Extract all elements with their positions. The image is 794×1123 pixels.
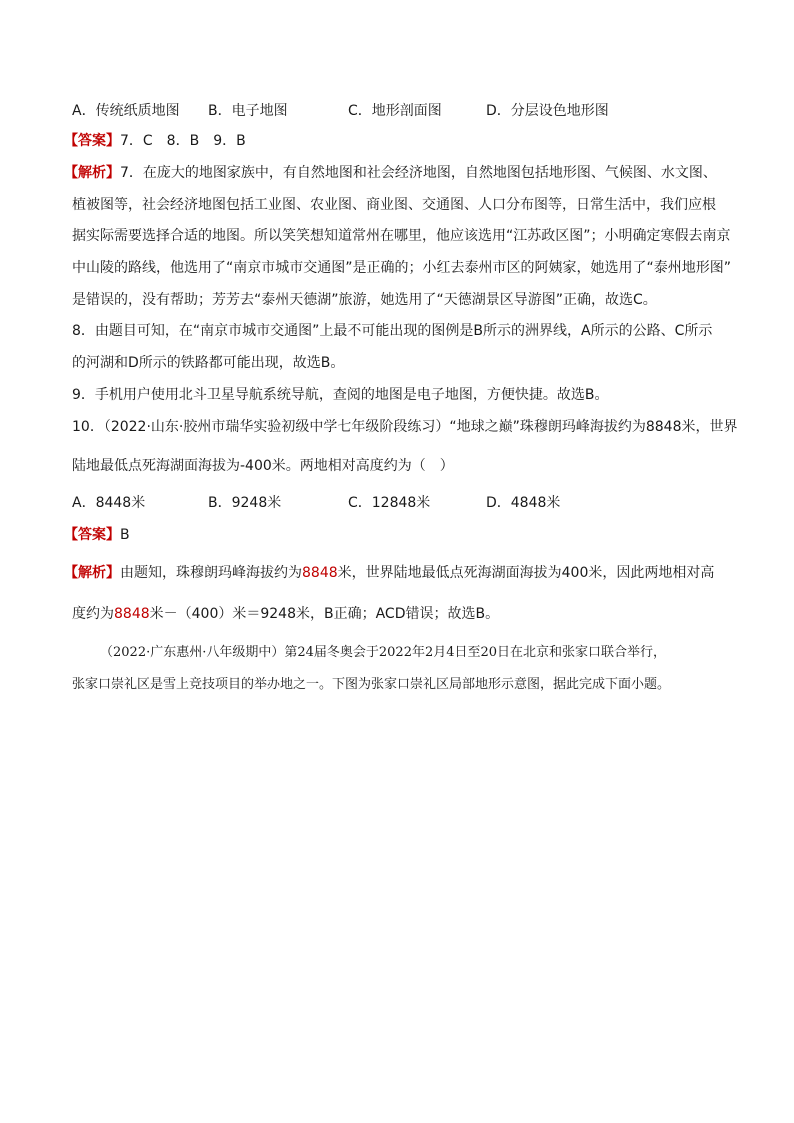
group-intro-line-2: 张家口崇礼区是雪上竞技项目的举办地之一。下图为张家口崇礼区局部地形示意图，据此完成下面小题。	[72, 677, 671, 692]
analysis-10-line-2	[72, 604, 499, 624]
analysis-line-5: 是错误的，没有帮助；芳芳去“泰州天德湖”旅游，她选用了“天德湖景区导游图”正确，故选C。	[72, 292, 657, 308]
option-a: A．8448米	[72, 495, 146, 511]
answer-label: 【答案】	[64, 527, 120, 543]
highlight-number: 8848	[302, 565, 338, 581]
option-c: C．地形剖面图	[348, 103, 442, 119]
analysis-line-2: 植被图等，社会经济地图包括工业图、农业图、商业图、交通图、人口分布图等，日常生活中，我们应根	[72, 197, 716, 213]
analysis-text: 米，世界陆地最低点死海湖面海拔为	[337, 565, 562, 581]
analysis-text: 7．在庞大的地图家族中，有自然地图和社会经济地图，自然地图包括地形图、气候图、水文图、	[120, 165, 717, 181]
answer-line-2	[64, 525, 130, 545]
question-10-line-2: 陆地最低点死海湖面海拔为-400米。两地相对高度约为（ ）	[72, 458, 454, 474]
option-d: D．分层设色地形图	[486, 103, 609, 119]
analysis-10-line-1	[64, 563, 714, 583]
answer-label: 【答案】	[64, 133, 120, 149]
option-a: A．传统纸质地图	[72, 103, 180, 119]
analysis-text: 度约为	[72, 606, 114, 622]
analysis-line-4: 中山陵的路线，他选用了“南京市城市交通图”是正确的；小红去泰州市区的阿姨家，她选用了“泰州地形图”	[72, 260, 732, 276]
analysis-text: 400	[561, 565, 589, 581]
analysis-text: 米，因此两地相对高	[588, 565, 715, 581]
option-d: D．4848米	[486, 495, 561, 511]
question-10-line-1: 10．（2022·山东·胶州市瑞华实验初级中学七年级阶段练习）“地球之巅”珠穆朗玛峰海拔约为8848米，世界	[72, 419, 738, 435]
option-c: C．12848米	[348, 495, 431, 511]
question-10-options	[72, 493, 732, 513]
highlight-number: 8848	[114, 606, 150, 622]
analysis-line-3: 据实际需要选择合适的地图。所以笑笑想知道常州在哪里，他应该选用“江苏政区图”；小明确定寒假去南京	[72, 228, 731, 244]
analysis-label: 【解析】	[64, 165, 120, 181]
group-intro-line-1: （2022·广东惠州·八年级期中）第24届冬奥会于2022年2月4日至20日在北京和张家口联合举行，	[100, 645, 667, 660]
analysis-label: 【解析】	[64, 565, 120, 581]
option-b: B．9248米	[208, 495, 282, 511]
analysis-text: 由题知，珠穆朗玛峰海拔约为	[120, 565, 302, 581]
analysis-line-8: 9．手机用户使用北斗卫星导航系统导航，查阅的地图是电子地图，方便快捷。故选B。	[72, 387, 609, 403]
answer-line-1	[64, 131, 246, 151]
previous-question-options	[72, 101, 732, 121]
analysis-text: 米－（400）米＝9248米，B正确；ACD错误；故选B。	[149, 606, 500, 622]
analysis-line-1	[64, 163, 717, 183]
option-b: B．电子地图	[208, 103, 288, 119]
answer-text: 7．C 8．B 9．B	[120, 133, 246, 149]
analysis-line-7: 的河湖和D所示的铁路都可能出现，故选B。	[72, 355, 345, 371]
answer-text: B	[120, 527, 130, 543]
analysis-line-6: 8．由题目可知，在“南京市城市交通图”上最不可能出现的图例是B所示的洲界线，A所示的公路、C所示	[72, 323, 713, 339]
